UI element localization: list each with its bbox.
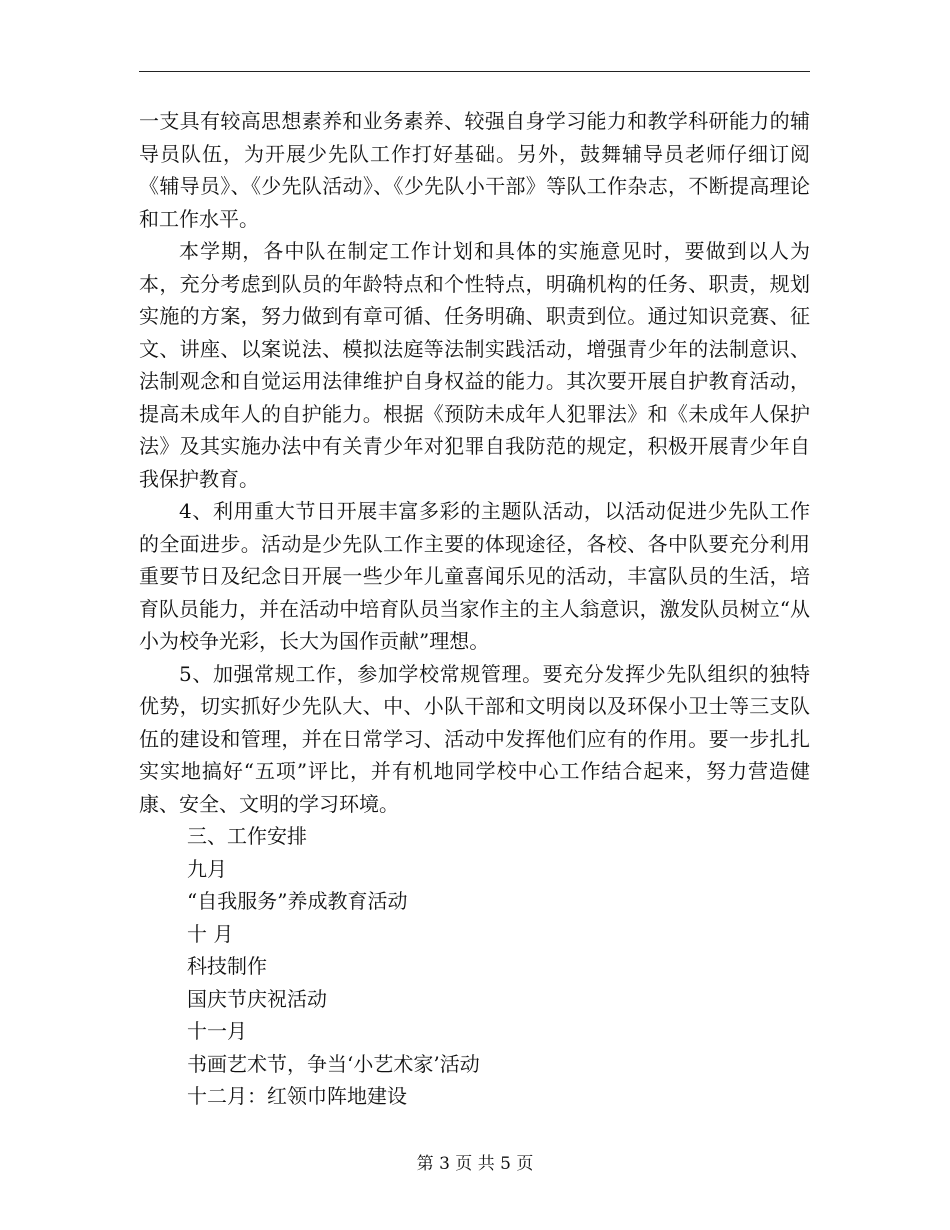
schedule-month-september: 九月: [187, 856, 227, 881]
page-number: 第 3 页 共 5 页: [416, 1154, 534, 1174]
document-body: [139, 105, 810, 1113]
schedule-month-october: 十 月: [187, 921, 234, 946]
schedule-month-december: 十二月：红领巾阵地建设: [187, 1084, 407, 1108]
schedule-month-november: 十一月: [187, 1019, 247, 1043]
schedule-item: 书画艺术节，争当‘小艺术家’活动: [187, 1051, 480, 1076]
schedule-heading: 三、工作安排: [187, 824, 307, 848]
paragraph-1: 一支具有较高思想素养和业务素养、较强自身学习能力和教学科研能力的辅导员队伍，为开展少先队工作打好基础。另外，鼓舞辅导员老师仔细订阅《辅导员》、《少先队活动》、《少先队小干部》等队工作杂志，不断提高理论和工作水平。: [139, 109, 810, 231]
paragraph-2: 本学期，各中队在制定工作计划和具体的实施意见时，要做到以人为本，充分考虑到队员的年龄特点和个性特点，明确机构的任务、职责，规划实施的方案，努力做到有章可循、任务明确、职责到位。通过知识竞赛、征文、讲座、以案说法、模拟法庭等法制实践活动，增强青少年的法制意识、法制观念和自觉运用法律维护自身权益的能力。其次要开展自护教育活动，提高未成年人的自护能力。根据《预防未成年人犯罪法》和《未成年人保护法》及其实施办法中有关青少年对犯罪自我防范的规定，积极开展青少年自我保护教育。: [139, 239, 810, 491]
paragraph-4: 5、加强常规工作，参加学校常规管理。要充分发挥少先队组织的独特优势，切实抓好少先队大、中、小队干部和文明岗以及环保小卫士等三支队伍的建设和管理，并在日常学习、活动中发挥他们应有的作用。要一步扎扎实实地搞好“五项”评比，并有机地同学校中心工作结合起来，努力营造健康、安全、文明的学习环境。: [139, 661, 810, 816]
schedule-item: “自我服务”养成教育活动: [187, 889, 408, 913]
header-rule: [139, 71, 810, 72]
paragraph-3: 4、利用重大节日开展丰富多彩的主题队活动，以活动促进少先队工作的全面进步。活动是少先队工作主要的体现途径，各校、各中队要充分利用重要节日及纪念日开展一些少年儿童喜闻乐见的活动，丰富队员的生活，培育队员能力，并在活动中培育队员当家作主的主人翁意识，激发队员树立“从小为校争光彩，长大为国作贡献”理想。: [139, 499, 810, 653]
schedule-list: [139, 820, 810, 1113]
schedule-item: 国庆节庆祝活动: [187, 986, 327, 1011]
schedule-item: 科技制作: [187, 954, 267, 978]
